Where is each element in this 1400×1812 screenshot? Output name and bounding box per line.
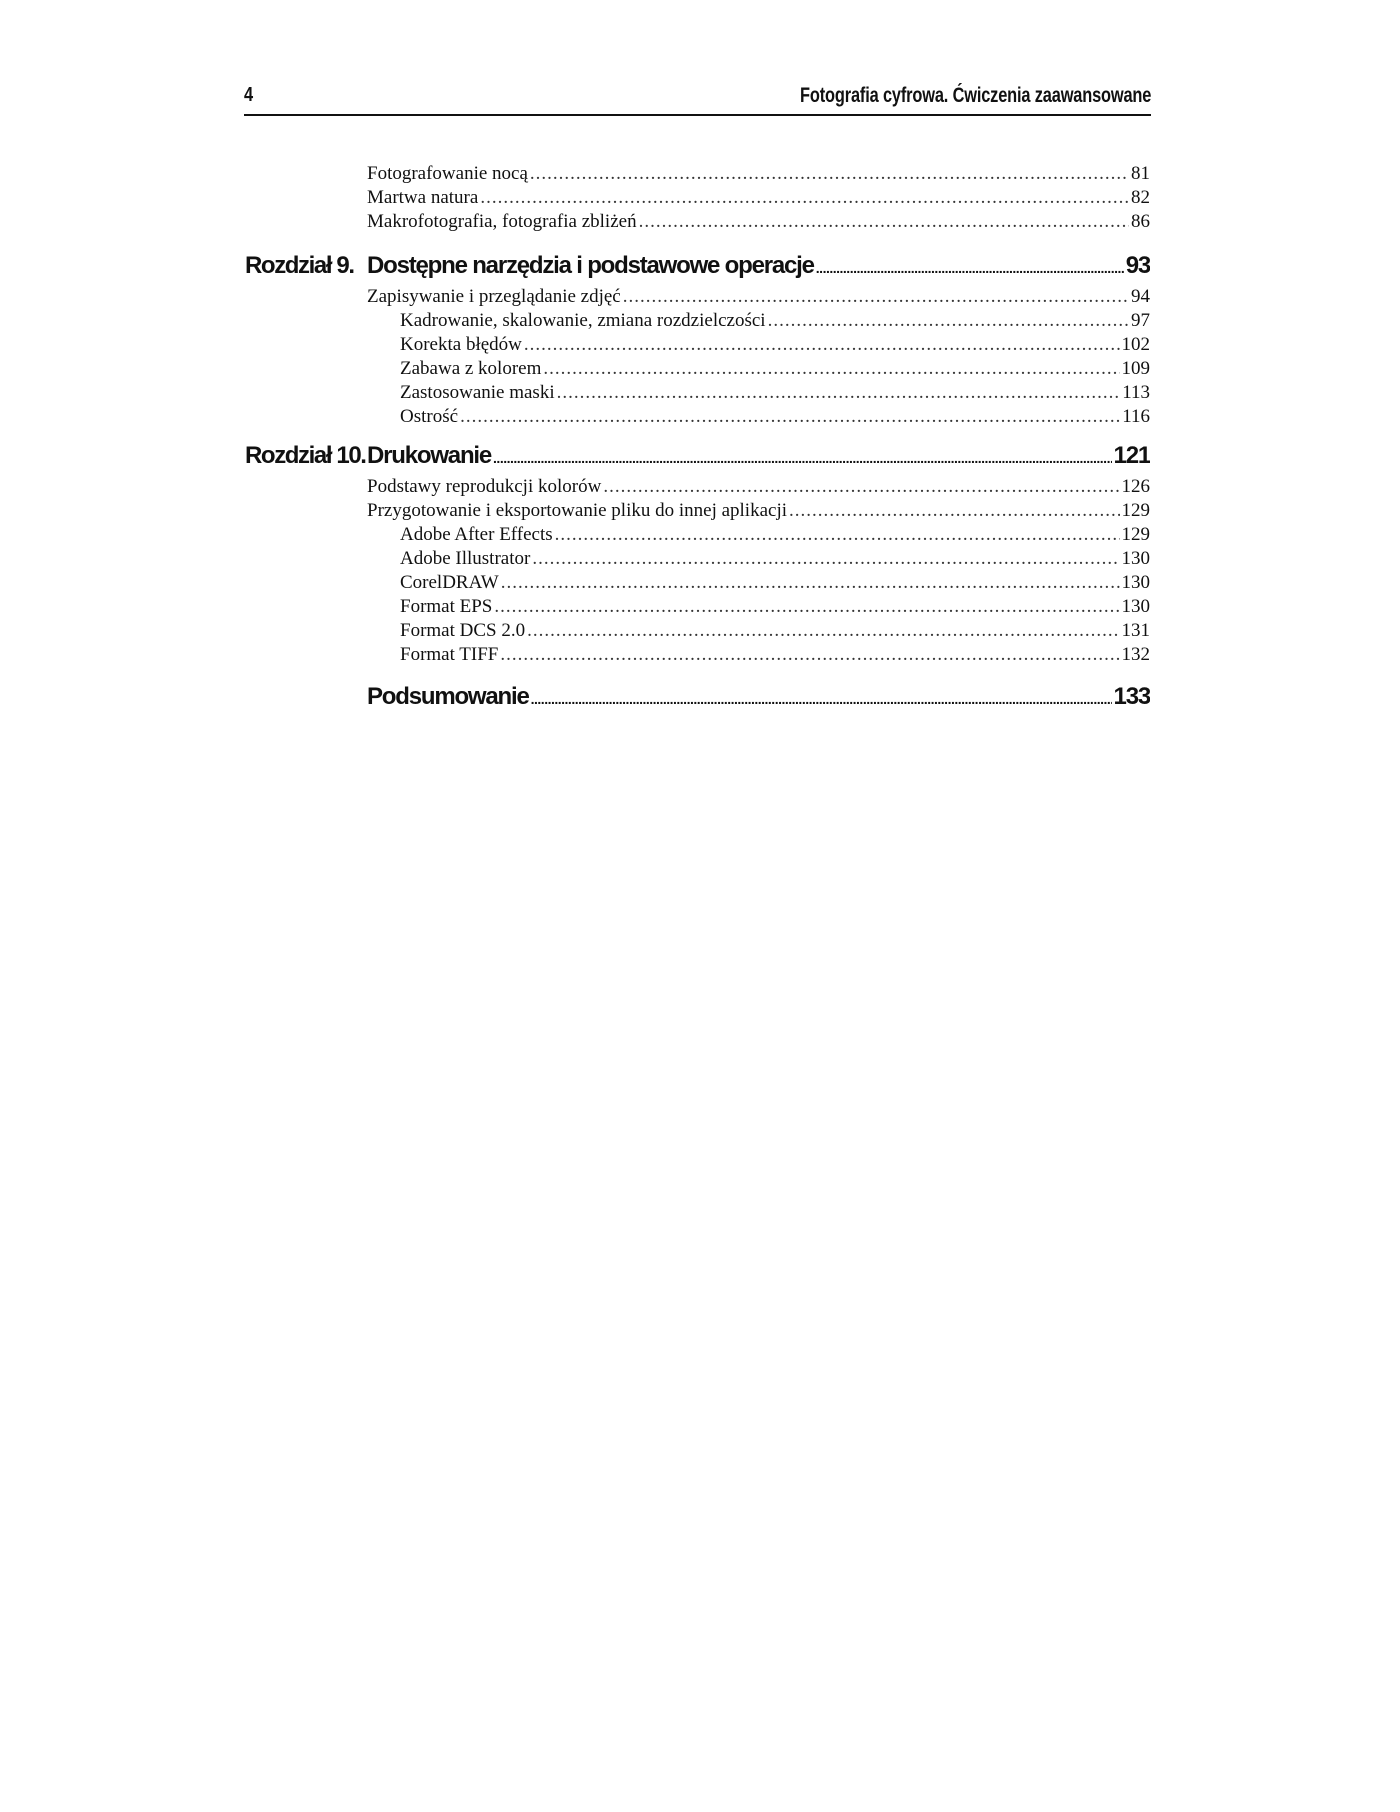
dot-leader: [789, 499, 1119, 523]
chapter-10-tag: Rozdział 10.: [245, 442, 366, 469]
toc-entry-title: Adobe Illustrator: [400, 548, 531, 569]
toc-entry-page: 82: [1131, 187, 1150, 208]
toc-subentry[interactable]: [400, 643, 1150, 667]
toc-subentry[interactable]: [400, 571, 1150, 595]
toc-entry-page: 126: [1121, 476, 1150, 497]
toc-subentry[interactable]: [400, 405, 1150, 429]
dot-leader: [603, 475, 1119, 499]
chapter-9-title: Dostępne narzędzia i podstawowe operacje: [367, 252, 814, 279]
toc-subentry[interactable]: [400, 333, 1150, 357]
dot-leader: [524, 333, 1120, 357]
toc-entry-page: 132: [1121, 644, 1150, 665]
toc-entry-page: 130: [1121, 596, 1150, 617]
summary-page: 133: [1113, 683, 1150, 710]
toc-entry-page: 86: [1131, 211, 1150, 232]
toc-entry-page: 116: [1122, 406, 1150, 427]
toc-entry-title: Korekta błędów: [400, 334, 522, 355]
dot-leader: [532, 547, 1119, 571]
toc-entry[interactable]: [367, 499, 1150, 523]
toc-entry-page: 130: [1121, 572, 1150, 593]
toc-entry[interactable]: [367, 210, 1150, 234]
dot-leader: [768, 309, 1129, 333]
dot-leader: [480, 186, 1129, 210]
toc-entry-title: Zabawa z kolorem: [400, 358, 542, 379]
toc-entry-page: 81: [1131, 163, 1150, 184]
chapter-10-title: Drukowanie: [367, 442, 492, 469]
page-number: 4: [244, 84, 254, 106]
summary-heading[interactable]: [367, 681, 1150, 713]
dot-leader: [460, 405, 1120, 429]
toc-entry-title: CorelDRAW: [400, 572, 499, 593]
dot-leader: [494, 595, 1119, 619]
toc-entry-page: 102: [1121, 334, 1150, 355]
chapter-10-page: 121: [1113, 442, 1150, 469]
running-title: Fotografia cyfrowa. Ćwiczenia zaawansowane: [799, 84, 1151, 107]
dot-leader: [557, 381, 1121, 405]
toc-entry-title: Format TIFF: [400, 644, 499, 665]
toc-subentry[interactable]: [400, 523, 1150, 547]
dot-leader: [530, 162, 1129, 186]
toc-subentry[interactable]: [400, 619, 1150, 643]
toc-entry-page: 129: [1121, 500, 1150, 521]
toc-entry-title: Format DCS 2.0: [400, 620, 526, 641]
dot-leader: [623, 285, 1129, 309]
toc-subentry[interactable]: [400, 357, 1150, 381]
toc-subentry[interactable]: [400, 595, 1150, 619]
chapter-9-page: 93: [1125, 252, 1150, 279]
chapter-9-tag: Rozdział 9.: [245, 252, 354, 279]
dot-leader: [639, 210, 1129, 234]
toc-entry-page: 97: [1131, 310, 1150, 331]
toc-entry-title: Zapisywanie i przeglądanie zdjęć: [367, 286, 621, 307]
toc-entry-page: 109: [1121, 358, 1150, 379]
toc-subentry[interactable]: [400, 381, 1150, 405]
dot-leader: [555, 523, 1120, 547]
summary-title: Podsumowanie: [367, 683, 529, 710]
toc-entry-title: Makrofotografia, fotografia zbliżeń: [367, 211, 637, 232]
dot-leader: [527, 619, 1119, 643]
toc-entry[interactable]: [367, 475, 1150, 499]
toc-entry-title: Adobe After Effects: [400, 524, 553, 545]
toc-entry[interactable]: [367, 285, 1150, 309]
toc-entry-page: 113: [1122, 382, 1150, 403]
dot-leader: [501, 571, 1120, 595]
toc-entry-page: 129: [1121, 524, 1150, 545]
dot-leader: [493, 442, 1112, 472]
toc-entry-title: Martwa natura: [367, 187, 479, 208]
toc-entry-title: Fotografowanie nocą: [367, 163, 528, 184]
toc-subentry[interactable]: [400, 309, 1150, 333]
toc-entry-title: Kadrowanie, skalowanie, zmiana rozdzielczości: [400, 310, 766, 331]
chapter-9-heading[interactable]: [367, 250, 1150, 282]
dot-leader: [531, 683, 1112, 713]
dot-leader: [816, 252, 1124, 282]
toc-entry-title: Przygotowanie i eksportowanie pliku do innej aplikacji: [367, 500, 788, 521]
toc-entry-title: Ostrość: [400, 406, 459, 427]
toc-entry-title: Podstawy reprodukcji kolorów: [367, 476, 602, 497]
toc-subentry[interactable]: [400, 547, 1150, 571]
toc-entry-title: Format EPS: [400, 596, 493, 617]
toc-entry-page: 131: [1121, 620, 1150, 641]
dot-leader: [500, 643, 1119, 667]
page-header: [244, 84, 1151, 116]
chapter-10-heading[interactable]: [367, 440, 1150, 472]
toc-entry-page: 130: [1121, 548, 1150, 569]
dot-leader: [543, 357, 1119, 381]
toc-entry[interactable]: [367, 162, 1150, 186]
toc-entry-page: 94: [1131, 286, 1150, 307]
toc-entry-title: Zastosowanie maski: [400, 382, 555, 403]
toc-entry[interactable]: [367, 186, 1150, 210]
